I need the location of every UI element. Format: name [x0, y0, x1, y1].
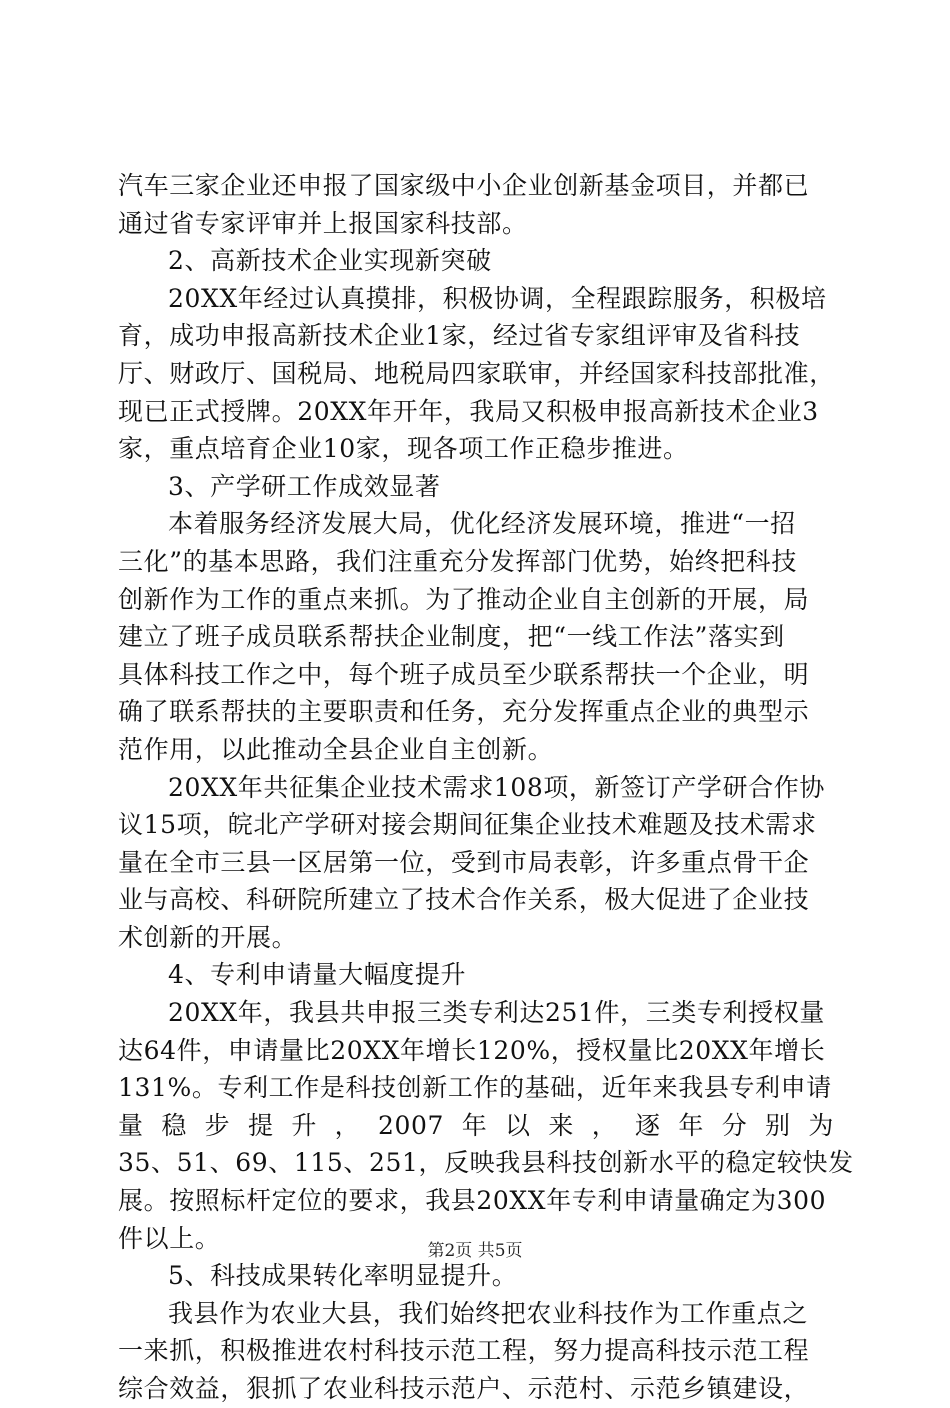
spaced-char: ，	[334, 1110, 361, 1140]
spaced-char: 分	[721, 1110, 748, 1140]
spaced-char: 提	[247, 1110, 274, 1140]
text-line: 业与高校、科研院所建立了技术合作关系，极大促进了企业技	[118, 885, 810, 915]
spaced-char: 逐	[635, 1110, 661, 1140]
spaced-char: ，	[591, 1110, 618, 1140]
text-line: 我县作为农业大县，我们始终把农业科技作为工作重点之	[168, 1298, 809, 1328]
page-number: 第2页 共5页	[427, 1241, 523, 1261]
text-line: 达64件，申请量比20XX年增长120%，授权量比20XX年增长	[118, 1035, 826, 1065]
text-line: 20XX年经过认真摸排，积极协调，全程跟踪服务，积极培	[168, 283, 827, 313]
section-heading: 3、产学研工作成效显著	[168, 471, 441, 501]
text-line: 一来抓，积极推进农村科技示范工程，努力提高科技示范工程	[118, 1336, 810, 1366]
text-line: 厅、财政厅、国税局、地税局四家联审，并经国家科技部批准，	[118, 358, 835, 388]
text-line: 20XX年共征集企业技术需求108项，新签订产学研合作协	[168, 772, 825, 802]
spaced-char: 年	[678, 1110, 704, 1140]
text-line: 家，重点培育企业10家，现各项工作正稳步推进。	[118, 434, 689, 464]
spaced-char: 年	[461, 1110, 488, 1140]
spaced-text-line	[118, 1107, 834, 1145]
text-line: 具体科技工作之中，每个班子成员至少联系帮扶一个企业，明	[118, 659, 810, 689]
spaced-char: 以	[505, 1110, 531, 1140]
section-heading: 4、专利申请量大幅度提升	[168, 960, 467, 990]
text-line: 汽车三家企业还申报了国家级中小企业创新基金项目，并都已	[118, 171, 810, 200]
spaced-char: 升	[291, 1110, 317, 1140]
text-line: 20XX年，我县共申报三类专利达251件，三类专利授权量	[168, 998, 825, 1028]
spaced-char: 量	[118, 1110, 144, 1140]
text-line: 三化”的基本思路，我们注重充分发挥部门优势，始终把科技	[118, 546, 797, 576]
text-line: 现已正式授牌。20XX年开年，我局又积极申报高新技术企业3	[118, 396, 819, 426]
text-line: 术创新的开展。	[118, 922, 298, 952]
text-line: 件以上。	[118, 1223, 221, 1253]
spaced-char: 2007	[377, 1110, 444, 1140]
spaced-char: 稳	[161, 1110, 187, 1140]
section-heading: 2、高新技术企业实现新突破	[168, 246, 492, 276]
text-line: 确了联系帮扶的主要职责和任务，充分发挥重点企业的典型示	[118, 697, 810, 727]
text-line: 量在全市三县一区居第一位，受到市局表彰，许多重点骨干企	[118, 847, 810, 877]
text-line: 议15项，皖北产学研对接会期间征集企业技术难题及技术需求	[118, 810, 817, 840]
text-line: 综合效益，狠抓了农业科技示范户、示范村、示范乡镇建设，	[118, 1374, 810, 1403]
section-heading: 5、科技成果转化率明显提升。	[168, 1261, 518, 1291]
text-line: 创新作为工作的重点来抓。为了推动企业自主创新的开展，局	[118, 584, 810, 614]
spaced-char: 别	[765, 1110, 791, 1140]
text-line: 35、51、69、115、251，反映我县科技创新水平的稳定较快发	[118, 1148, 854, 1178]
document-body	[118, 167, 854, 1408]
text-line: 通过省专家评审并上报国家科技部。	[118, 208, 528, 238]
text-line: 育，成功申报高新技术企业1家，经过省专家组评审及省科技	[118, 321, 801, 351]
spaced-char: 步	[204, 1110, 231, 1140]
text-line: 本着服务经济发展大局，优化经济发展环境，推进“一招	[168, 509, 796, 539]
spaced-char: 来	[548, 1110, 574, 1140]
text-line: 131%。专利工作是科技创新工作的基础，近年来我县专利申请	[118, 1073, 832, 1103]
text-line: 展。按照标杆定位的要求，我县20XX年专利申请量确定为300	[118, 1186, 827, 1216]
text-line: 建立了班子成员联系帮扶企业制度，把“一线工作法”落实到	[118, 622, 785, 652]
text-line: 范作用，以此推动全县企业自主创新。	[118, 734, 554, 764]
spaced-char: 为	[808, 1110, 834, 1140]
